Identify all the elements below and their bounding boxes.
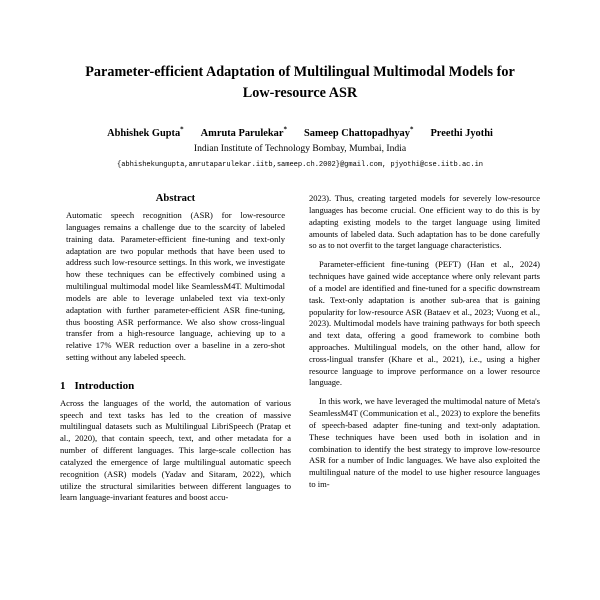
author-emails: {abhishekungupta,amrutaparulekar.iitb,sameep.ch.2002}@gmail.com, pjyothi@cse.iitb.ac.in <box>116 161 483 170</box>
abstract-heading: Abstract <box>155 193 196 205</box>
intro-paragraph-3: In this work, we have leveraged the multimodal nature of Meta's SeamlessM4T (Communication et al., 2023) to explore the benefits of speech-based adapter fine-tuning and text-only adaptation. These techniques have been used both in isolation and in combination to identify the best strategy to improve low-resource ASR for a number of Indic languages. We have also exploited the multilingual nature of the model to use higher resource languages to im- <box>309 396 540 490</box>
author-2-name: Amruta Parulekar <box>200 128 284 140</box>
author-1 <box>107 125 184 140</box>
author-row <box>60 127 540 141</box>
intro-paragraph-2: Parameter-efficient fine-tuning (PEFT) (Han et al., 2024) techniques have gained wide acceptance where only relevant parts of a model are identified and fine-tuned for a specific downstream task. Text-only adaptation is another sub-area that is gaining popularity for low-resource ASR (Bataev et al., 2023; Vuong et al., 2023). Multimodal models have training pathways for both speech and text data, offering a good framework to combine both approaches. Multilingual models, on the other hand, allow for cross-lingual transfer (Khare et al., 2021), i.e., using a higher resource language to improve performance on a lower resource language. <box>309 259 540 388</box>
abstract-text: Automatic speech recognition (ASR) for low-resource languages remains a challenge due to the scarcity of labeled training data. Parameter-efficient fine-tuning and text-only adaptation are two popular methods that have been used to address such low-resource settings. In this work, we investigate how these techniques can be effectively combined using a multilingual multimodal model like SeamlessM4T. Multimodal models are able to leverage unlabeled text via text-only adaptation with further parameter-efficient ASR fine-tuning, thus boosting ASR performance. We also show cross-lingual transfer from a high-resource language, achieving up to a relative 17% WER reduction over a baseline in a zero-shot setting without any labeled speech. <box>66 210 285 362</box>
author-3-marker: * <box>409 125 414 134</box>
author-2 <box>200 125 287 140</box>
right-column <box>309 193 540 585</box>
author-1-name: Abhishek Gupta <box>107 128 181 140</box>
author-4-name: Preethi Jyothi <box>430 128 493 140</box>
author-4 <box>430 128 492 139</box>
author-3 <box>304 125 414 140</box>
title-line-2: Low-resource ASR <box>242 84 358 101</box>
section-heading-introduction <box>60 380 291 392</box>
body-columns <box>60 193 540 585</box>
left-column <box>60 193 291 585</box>
page-title <box>60 62 540 103</box>
intro-paragraph-1: Across the languages of the world, the automation of various speech and text tasks has led to the creation of massive multilingual datasets such as Multilingual LibriSpeech (Pratap et al., 2020), that contain speech, text, and other metadata for a number of different languages. This large-scale collection has catalyzed the emergence of large multilingual automatic speech recognition (ASR) models (Yadav and Sitaram, 2022), which utilize the structural similarities between different languages to learn language-invariant features and boost accu- <box>60 397 291 503</box>
author-1-marker: * <box>180 125 184 134</box>
section-title: Introduction <box>74 379 135 392</box>
intro-paragraph-1-continued: 2023). Thus, creating targeted models for severely low-resource languages has become crucial. One efficient way to do this is by adapting existing models to the target language using limited amounts of labeled data. Such adaptation has to be done carefully so as to not overfit to the target language characteristics. <box>309 193 540 251</box>
affiliation: Indian Institute of Technology Bombay, Mumbai, India <box>193 143 407 155</box>
authors-block <box>60 127 540 171</box>
author-3-name: Sameep Chattopadhyay <box>304 128 410 140</box>
author-2-marker: * <box>283 125 287 134</box>
title-block <box>60 0 540 103</box>
title-line-1: Parameter-efficient Adaptation of Multilingual Multimodal Models for <box>85 64 515 80</box>
section-number: 1 <box>60 379 66 392</box>
